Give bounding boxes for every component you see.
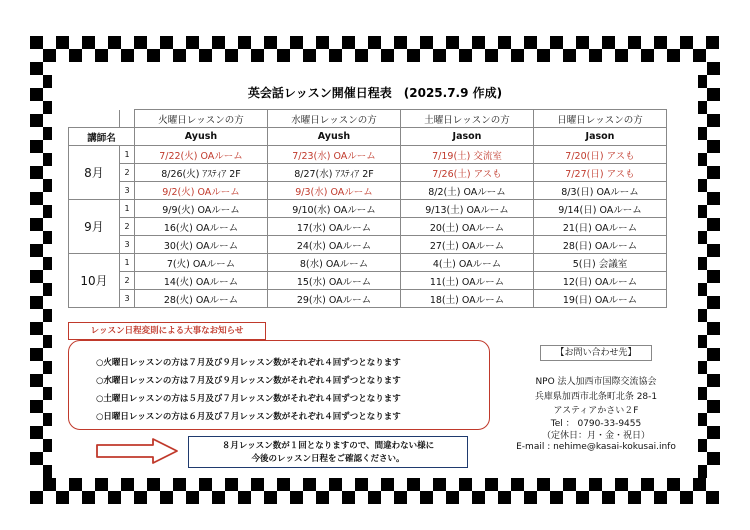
border-square — [680, 491, 693, 504]
border-square — [589, 49, 602, 62]
table-cell: 28(火) OAルーム — [135, 290, 268, 308]
table-cell: 19(日) OAルーム — [534, 290, 667, 308]
schedule-table — [68, 109, 667, 308]
table-cell: 20(土) OAルーム — [401, 218, 534, 236]
border-square — [446, 36, 459, 49]
border-square — [160, 36, 173, 49]
border-square — [30, 88, 43, 101]
table-cell: 7/27(日) アスも — [534, 164, 667, 182]
border-square — [30, 62, 43, 75]
instructor-row — [69, 128, 667, 146]
border-square — [264, 491, 277, 504]
border-square — [238, 491, 251, 504]
border-square — [225, 478, 238, 491]
border-square — [537, 49, 550, 62]
table-cell: 9/10(水) OAルーム — [268, 200, 401, 218]
table-cell: 8(水) OAルーム — [268, 254, 401, 272]
instructor-sunday: Jason — [534, 128, 667, 146]
border-square — [654, 36, 667, 49]
contact-tel: Tel ： 0790-33-9455 — [550, 419, 642, 429]
notice-line-wednesday: ○水曜日レッスンの方は７月及び９月レッスン数がそれぞれ４回ずつとなります — [96, 376, 401, 386]
table-cell: 12(日) OAルーム — [534, 272, 667, 290]
instructor-wednesday: Ayush — [268, 128, 401, 146]
border-square — [30, 114, 43, 127]
table-row — [69, 218, 667, 236]
table-row — [69, 182, 667, 200]
border-square — [108, 491, 121, 504]
border-square — [707, 114, 720, 127]
header-saturday: 土曜日レッスンの方 — [401, 110, 534, 128]
table-cell: 7/20(日) アスも — [534, 146, 667, 164]
table-cell: 28(日) OAルーム — [534, 236, 667, 254]
table-cell: 4(土) OAルーム — [401, 254, 534, 272]
table-cell: 16(火) OAルーム — [135, 218, 268, 236]
border-square — [446, 491, 459, 504]
border-square — [537, 478, 550, 491]
border-square — [108, 36, 121, 49]
page-title: 英会話レッスン開催日程表 (2025.7.9 作成) — [247, 86, 503, 100]
table-cell: 7/23(水) OAルーム — [268, 146, 401, 164]
border-square — [563, 49, 576, 62]
contact-heading: 【お問い合わせ先】 — [540, 345, 652, 361]
border-square — [472, 36, 485, 49]
border-square — [707, 348, 720, 361]
border-square — [707, 140, 720, 153]
border-square — [615, 49, 628, 62]
border-square — [134, 36, 147, 49]
border-square — [524, 36, 537, 49]
border-square — [30, 400, 43, 413]
border-square — [707, 62, 720, 75]
border-square — [30, 296, 43, 309]
instructor-tuesday: Ayush — [135, 128, 268, 146]
border-square — [485, 478, 498, 491]
border-square — [30, 36, 43, 49]
border-square — [30, 244, 43, 257]
table-cell: 7/26(土) アスも — [401, 164, 534, 182]
border-square — [407, 478, 420, 491]
table-row — [69, 146, 667, 164]
table-cell: 14(火) OAルーム — [135, 272, 268, 290]
table-cell: 29(水) OAルーム — [268, 290, 401, 308]
border-square — [264, 36, 277, 49]
row-number: 2 — [120, 218, 135, 236]
border-square — [30, 166, 43, 179]
border-square — [654, 491, 667, 504]
border-square — [30, 270, 43, 283]
header-row — [69, 110, 667, 128]
border-square — [329, 478, 342, 491]
table-cell: 21(日) OAルーム — [534, 218, 667, 236]
border-square — [368, 36, 381, 49]
border-square — [30, 426, 43, 439]
border-square — [199, 49, 212, 62]
border-square — [368, 491, 381, 504]
border-square — [628, 491, 641, 504]
table-cell: 27(土) OAルーム — [401, 236, 534, 254]
border-square — [498, 36, 511, 49]
border-square — [212, 36, 225, 49]
border-square — [251, 478, 264, 491]
notice-line-sunday: ○日曜日レッスンの方は６月及び７月レッスン数がそれぞれ４回ずつとなります — [96, 412, 401, 422]
border-square — [69, 49, 82, 62]
border-square — [69, 478, 82, 491]
border-square — [225, 49, 238, 62]
row-number: 3 — [120, 290, 135, 308]
border-square — [121, 478, 134, 491]
row-number: 2 — [120, 272, 135, 290]
instructor-label: 講師名 — [69, 128, 135, 146]
border-square — [707, 166, 720, 179]
border-square — [95, 49, 108, 62]
table-cell: 9/3(水) OAルーム — [268, 182, 401, 200]
border-square — [667, 478, 680, 491]
contact-org: NPO 法人加西市国際交流協会 — [535, 377, 657, 387]
border-square — [706, 36, 719, 49]
border-square — [290, 491, 303, 504]
table-cell: 8/27(水) ｱｽﾃｨｱ 2F — [268, 164, 401, 182]
border-square — [147, 478, 160, 491]
table-cell: 5(日) 会議室 — [534, 254, 667, 272]
table-cell: 24(水) OAルーム — [268, 236, 401, 254]
border-square — [433, 49, 446, 62]
border-square — [147, 49, 160, 62]
border-square — [707, 244, 720, 257]
border-square — [342, 36, 355, 49]
border-square — [355, 49, 368, 62]
border-square — [420, 491, 433, 504]
border-square — [342, 491, 355, 504]
border-square — [212, 491, 225, 504]
border-square — [498, 491, 511, 504]
border-square — [602, 491, 615, 504]
border-square — [316, 36, 329, 49]
border-square — [707, 296, 720, 309]
table-cell: 7(火) OAルーム — [135, 254, 268, 272]
border-square — [251, 49, 264, 62]
border-square — [433, 478, 446, 491]
border-square — [56, 36, 69, 49]
table-row — [69, 164, 667, 182]
border-square — [30, 218, 43, 231]
table-cell: 9/14(日) OAルーム — [534, 200, 667, 218]
border-square — [43, 478, 56, 491]
table-cell: 7/22(火) OAルーム — [135, 146, 268, 164]
table-cell: 9/2(火) OAルーム — [135, 182, 268, 200]
border-square — [589, 478, 602, 491]
table-cell: 8/3(日) OAルーム — [534, 182, 667, 200]
border-square — [303, 49, 316, 62]
table-cell: 11(土) OAルーム — [401, 272, 534, 290]
border-square — [576, 491, 589, 504]
table-row — [69, 254, 667, 272]
border-square — [290, 36, 303, 49]
reminder-line-2: 今後のレッスン日程をご確認ください。 — [251, 454, 405, 464]
border-square — [550, 491, 563, 504]
border-square — [550, 36, 563, 49]
border-square — [667, 49, 680, 62]
border-square — [628, 36, 641, 49]
table-row — [69, 272, 667, 290]
border-square — [511, 49, 524, 62]
border-square — [706, 491, 719, 504]
border-square — [693, 49, 706, 62]
border-square — [707, 88, 720, 101]
table-row — [69, 200, 667, 218]
border-square — [30, 491, 43, 504]
table-cell: 15(水) OAルーム — [268, 272, 401, 290]
border-square — [30, 322, 43, 335]
table-cell: 30(火) OAルーム — [135, 236, 268, 254]
border-square — [303, 478, 316, 491]
border-square — [641, 478, 654, 491]
border-square — [95, 478, 108, 491]
border-square — [43, 49, 56, 62]
reminder-box — [188, 436, 468, 468]
table-cell: 8/26(火) ｱｽﾃｨｱ 2F — [135, 164, 268, 182]
table-cell: 8/2(土) OAルーム — [401, 182, 534, 200]
border-square — [186, 36, 199, 49]
row-number: 1 — [120, 200, 135, 218]
month-september: 9月 — [69, 200, 120, 254]
table-cell: 17(水) OAルーム — [268, 218, 401, 236]
border-square — [30, 140, 43, 153]
instructor-saturday: Jason — [401, 128, 534, 146]
arrow-right-icon — [95, 438, 179, 464]
month-august: 8月 — [69, 146, 120, 200]
border-square — [329, 49, 342, 62]
table-row — [69, 290, 667, 308]
notice-label: レッスン日程変則による大事なお知らせ — [68, 322, 266, 340]
border-square — [277, 49, 290, 62]
border-square — [173, 49, 186, 62]
border-square — [56, 491, 69, 504]
month-october: 10月 — [69, 254, 120, 308]
row-number: 1 — [120, 254, 135, 272]
border-square — [30, 192, 43, 205]
border-square — [30, 348, 43, 361]
row-number: 3 — [120, 182, 135, 200]
border-square — [511, 478, 524, 491]
border-square — [707, 426, 720, 439]
border-square — [277, 478, 290, 491]
row-number: 1 — [120, 146, 135, 164]
border-square — [381, 478, 394, 491]
header-wednesday: 水曜日レッスンの方 — [268, 110, 401, 128]
border-square — [121, 49, 134, 62]
contact-address-2: アスティアかさい２F — [553, 406, 639, 416]
border-square — [199, 478, 212, 491]
border-square — [30, 374, 43, 387]
border-square — [355, 478, 368, 491]
border-square — [707, 192, 720, 205]
border-square — [563, 478, 576, 491]
border-square — [680, 36, 693, 49]
border-square — [394, 36, 407, 49]
border-square — [707, 452, 720, 465]
border-square — [576, 36, 589, 49]
border-square — [459, 49, 472, 62]
notice-line-saturday: ○土曜日レッスンの方は５月及び７月レッスン数がそれぞれ４回ずつとなります — [96, 394, 401, 404]
border-square — [615, 478, 628, 491]
border-square — [707, 218, 720, 231]
border-square — [707, 270, 720, 283]
border-square — [394, 491, 407, 504]
border-square — [707, 374, 720, 387]
border-square — [485, 49, 498, 62]
border-square — [459, 478, 472, 491]
notice-line-tuesday: ○火曜日レッスンの方は７月及び９月レッスン数がそれぞれ４回ずつとなります — [96, 358, 401, 368]
border-square — [160, 491, 173, 504]
border-square — [472, 491, 485, 504]
border-square — [381, 49, 394, 62]
contact-email: E-mail : nehime@kasai-kokusai.info — [516, 442, 676, 452]
header-sunday: 日曜日レッスンの方 — [534, 110, 667, 128]
border-square — [238, 36, 251, 49]
border-square — [316, 491, 329, 504]
border-square — [707, 400, 720, 413]
border-square — [134, 491, 147, 504]
border-square — [407, 49, 420, 62]
table-cell: 7/19(土) 交流室 — [401, 146, 534, 164]
row-number: 2 — [120, 164, 135, 182]
contact-address-1: 兵庫県加西市北条町北条 28-1 — [534, 392, 658, 402]
border-square — [693, 478, 706, 491]
border-square — [524, 491, 537, 504]
reminder-line-1: ８月レッスン数が１回となりますので、間違わない様に — [221, 441, 435, 451]
border-square — [420, 36, 433, 49]
border-square — [82, 491, 95, 504]
table-row — [69, 236, 667, 254]
header-tuesday: 火曜日レッスンの方 — [135, 110, 268, 128]
table-cell: 9/13(土) OAルーム — [401, 200, 534, 218]
border-square — [30, 452, 43, 465]
row-number: 3 — [120, 236, 135, 254]
border-square — [602, 36, 615, 49]
border-square — [186, 491, 199, 504]
border-square — [707, 322, 720, 335]
border-square — [82, 36, 95, 49]
contact-closed-days: （定休日：月・金・祝日） — [541, 431, 650, 441]
border-square — [173, 478, 186, 491]
border-square — [641, 49, 654, 62]
table-cell: 18(土) OAルーム — [401, 290, 534, 308]
table-cell: 9/9(火) OAルーム — [135, 200, 268, 218]
